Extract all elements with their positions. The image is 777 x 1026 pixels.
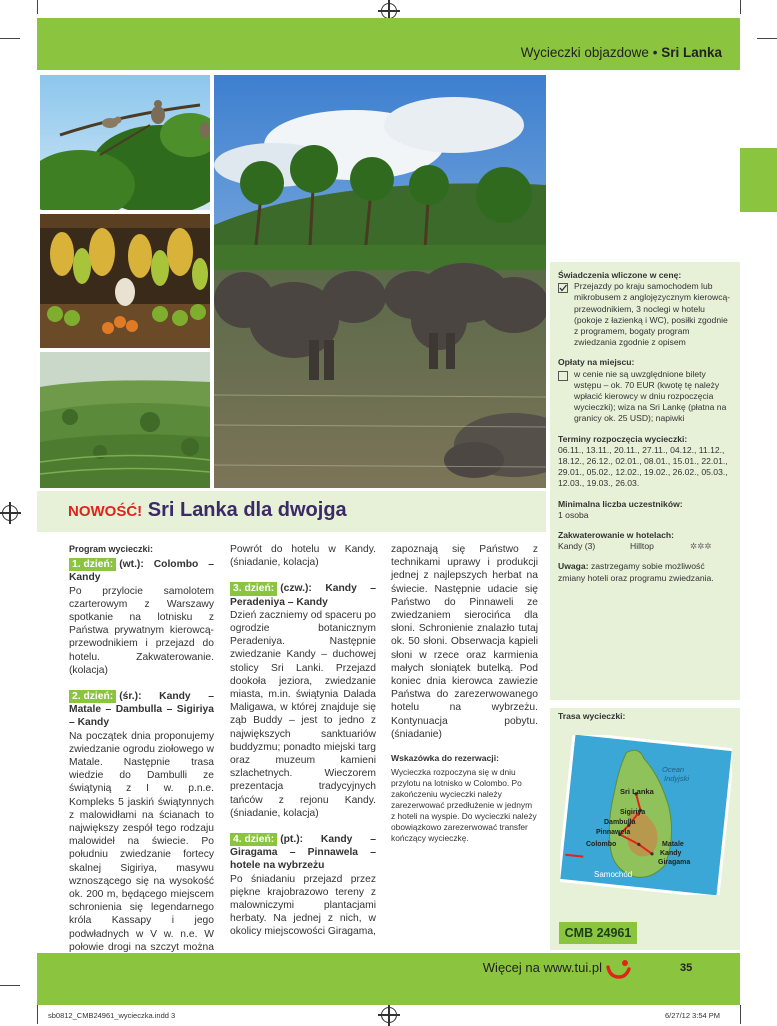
- day3-text: Dzień zaczniemy od spaceru po ogrodzie botanicznym Peradeniya. Następnie zwiedzanie Kandy – duchowej stolicy Sri Lanki. Przejazd dookoła jeziora, zwiedzanie miasta, m.in. świątynia Dalada Maligawa, w której znajduje się ząb Buddy – jest to jedno z największych sanktuariów buddyzmu; ponadto miejski targ oraz muzeum kamieni szlachetnych. Wieczorem prezentacja tradycyjnych tańców z rejonu Kandy. (śniadanie, kolacja): [230, 609, 376, 819]
- map-legend-car: Samochód: [594, 870, 633, 879]
- hotel-row: [558, 541, 734, 552]
- hint-label: Wskazówka do rezerwacji:: [391, 753, 499, 764]
- hotel-name: Hilltop: [630, 541, 654, 552]
- col3-text: zapoznają się Państwo z technikami uprawy i produkcji jednej z najlepszych herbat na świecie. Następnie udacie się Państwo do Pinnaweli ze zwiedzaniem sierocińca dla słoni. Schronienie znalazło tutaj ok. 50 słoni. Obserwacja kąpieli słoni w rzece oraz karmienia małych słoniątek butelką. Pod koniec dnia kierowca zawiezie Państwa do zarezerwowanego hotelu na wybrzeżu. Kontynuacja pobytu. (śniadanie): [391, 544, 538, 740]
- tui-logo-icon: [604, 955, 634, 985]
- included-label: Świadczenia wliczone w cenę:: [558, 270, 682, 280]
- route-label: Trasa wycieczki:: [558, 711, 626, 721]
- registration-mark-top: [381, 3, 397, 19]
- day3-tag: 3. dzień:: [230, 582, 277, 595]
- map-label-giragama: Giragama: [658, 859, 691, 866]
- map-label-ocean: Ocean: [662, 765, 685, 774]
- program-column-1: [69, 543, 214, 1007]
- route-map: [560, 735, 732, 895]
- sidebar-info: [558, 270, 734, 584]
- empty-box-icon: [558, 371, 568, 381]
- info-panel-top-white: [550, 70, 740, 262]
- map-label-pinnawela: Pinnawela: [596, 829, 631, 836]
- hotel-stars-icon: ✲✲✲: [690, 541, 712, 552]
- day2-tag: 2. dzień:: [69, 690, 116, 703]
- program-column-3: [391, 543, 538, 844]
- checked-box-icon: [558, 283, 568, 293]
- registration-mark-left: [2, 505, 18, 521]
- day4-text: Po śniadaniu przejazd przez piękne krajobrazowo tereny z malowniczymi plantacjami herbaty. Na jednej z nich, w okolicy miejscowości Giragama,: [230, 873, 376, 938]
- registration-mark-bottom: [381, 1007, 397, 1023]
- footer-bar: [37, 953, 740, 1005]
- map-label-sigiriya: Sigiriya: [620, 809, 646, 816]
- day4-head: (pt.): Kandy – Giragama – Pinnawela – hotele na wybrzeżu: [230, 834, 376, 872]
- new-badge: NOWOŚĆ!: [68, 503, 143, 520]
- file-timestamp: 6/27/12 3:54 PM: [665, 1011, 721, 1020]
- page-title: [68, 499, 347, 522]
- photo-elephants: [214, 75, 546, 488]
- map-label-colombo: Colombo: [586, 841, 617, 848]
- photo-fruit-stall: [40, 214, 210, 348]
- footer-link[interactable]: Więcej na www.tui.pl: [482, 960, 602, 975]
- included-text: Przejazdy po kraju samochodem lub mikrobusem z anglojęzycznym kierowcą-przewodnikiem, 3 noclegi w hotelu (pokoje z łazienką i WC), posiłki zgodnie z programem, bogaty program zwiedzania zgodnie z opisem: [574, 281, 731, 348]
- min-value: 1 osoba: [558, 509, 589, 520]
- hint-text: Wycieczka rozpoczyna się w dniu przylotu na lotnisko w Colombo. Po zakończeniu wycieczki należy zarezerwować przedłużenie w jednym z hoteli na wyspie. Do wycieczki należy obowiązkowo zarezerwować transfer kończący wycieczkę.: [391, 767, 537, 844]
- header-title: [400, 45, 722, 60]
- side-tab: [740, 148, 777, 212]
- day2-text: Na początek dnia proponujemy zwiedzanie ogrodu ziołowego w Matale. Następnie trasa wiedzie do Dambulli ze świątynią z I w. p.n.e. Kompleks 5 jaskiń świątynnych z malowidłami na ścianach to największy zespół tego rodzaju malowideł na świecie. Po południu zwiedzanie fortecy skalnej Sigiriya, masywu wznoszącego się na wysokość ok. 200 m, będącego miejscem schronienia się legendarnego króla Kassapy i jego podwładnych w V w. n.e. W połowie drogi na szczyt można: [69, 730, 214, 953]
- day1-text: Po przylocie samolotem czarterowym z Warszawy spotkanie na lotnisku z Państwa prywatnym kierowcą-przewodnikiem i przejazd do hotelu. Zakwaterowanie. (kolacja): [69, 585, 214, 676]
- day3-head: (czw.): Kandy – Peradeniya – Kandy: [230, 583, 376, 608]
- title-main: Sri Lanka dla dwojga: [147, 499, 347, 521]
- map-label-ocean2: Indyjski: [664, 774, 690, 783]
- product-code: CMB 24961: [559, 922, 637, 944]
- header-section: Wycieczki objazdowe: [520, 45, 649, 60]
- map-label-dambulla: Dambulla: [604, 819, 636, 826]
- min-label: Minimalna liczba uczestników:: [558, 498, 683, 509]
- col2-intro: Powrót do hotelu w Kandy. (śniadanie, kolacja): [230, 544, 376, 569]
- photo-tea-plantation: [40, 352, 210, 488]
- note-text: zastrzegamy sobie możliwość zmiany hoteli oraz programu zwiedzania.: [558, 561, 714, 583]
- file-slug: sb0812_CMB24961_wycieczka.indd 3: [48, 1011, 176, 1020]
- hotel-city: Kandy (3): [558, 541, 596, 552]
- note-label: Uwaga:: [558, 561, 589, 572]
- dates-text: 06.11., 13.11., 20.11., 27.11., 04.12., 11.12., 18.12., 26.12., 02.01., 08.01., 15.01., 22.01., 29.01., 05.02., 12.02., 19.02., 26.02., 05.03., 12.03., 19.03., 26.03.: [558, 444, 728, 489]
- map-label-matale: Matale: [662, 841, 684, 848]
- program-column-2: [230, 543, 376, 952]
- dates-label: Terminy rozpoczęcia wycieczki:: [558, 433, 688, 444]
- page-number: 35: [680, 962, 693, 974]
- header-bar: [37, 18, 740, 70]
- fees-label: Opłaty na miejscu:: [558, 357, 635, 368]
- hotels-label: Zakwaterowanie w hotelach:: [558, 530, 675, 541]
- photo-monkeys: [40, 75, 210, 210]
- day1-head: (wt.): Colombo – Kandy: [69, 559, 214, 584]
- fees-text: w cenie nie są uwzględnione bilety wstępu – ok. 70 EUR (kwotę tę należy wpłacić kierowcy w dniu rozpoczęcia wycieczki); wiza na Sri Lankę (płatna na granicy ok. 25 USD); napiwki: [574, 368, 727, 424]
- header-country: Sri Lanka: [661, 45, 722, 60]
- map-label-kandy: Kandy: [660, 850, 682, 857]
- map-label-country: Sri Lanka: [620, 787, 654, 796]
- header-bullet: •: [652, 45, 658, 60]
- day2-head: (śr.): Kandy – Matale – Dambulla – Sigiriya – Kandy: [69, 691, 214, 729]
- day1-tag: 1. dzień:: [69, 558, 116, 571]
- day4-tag: 4. dzień:: [230, 833, 277, 846]
- info-panel-mid-white: [550, 700, 740, 708]
- program-label: Program wycieczki:: [69, 544, 154, 554]
